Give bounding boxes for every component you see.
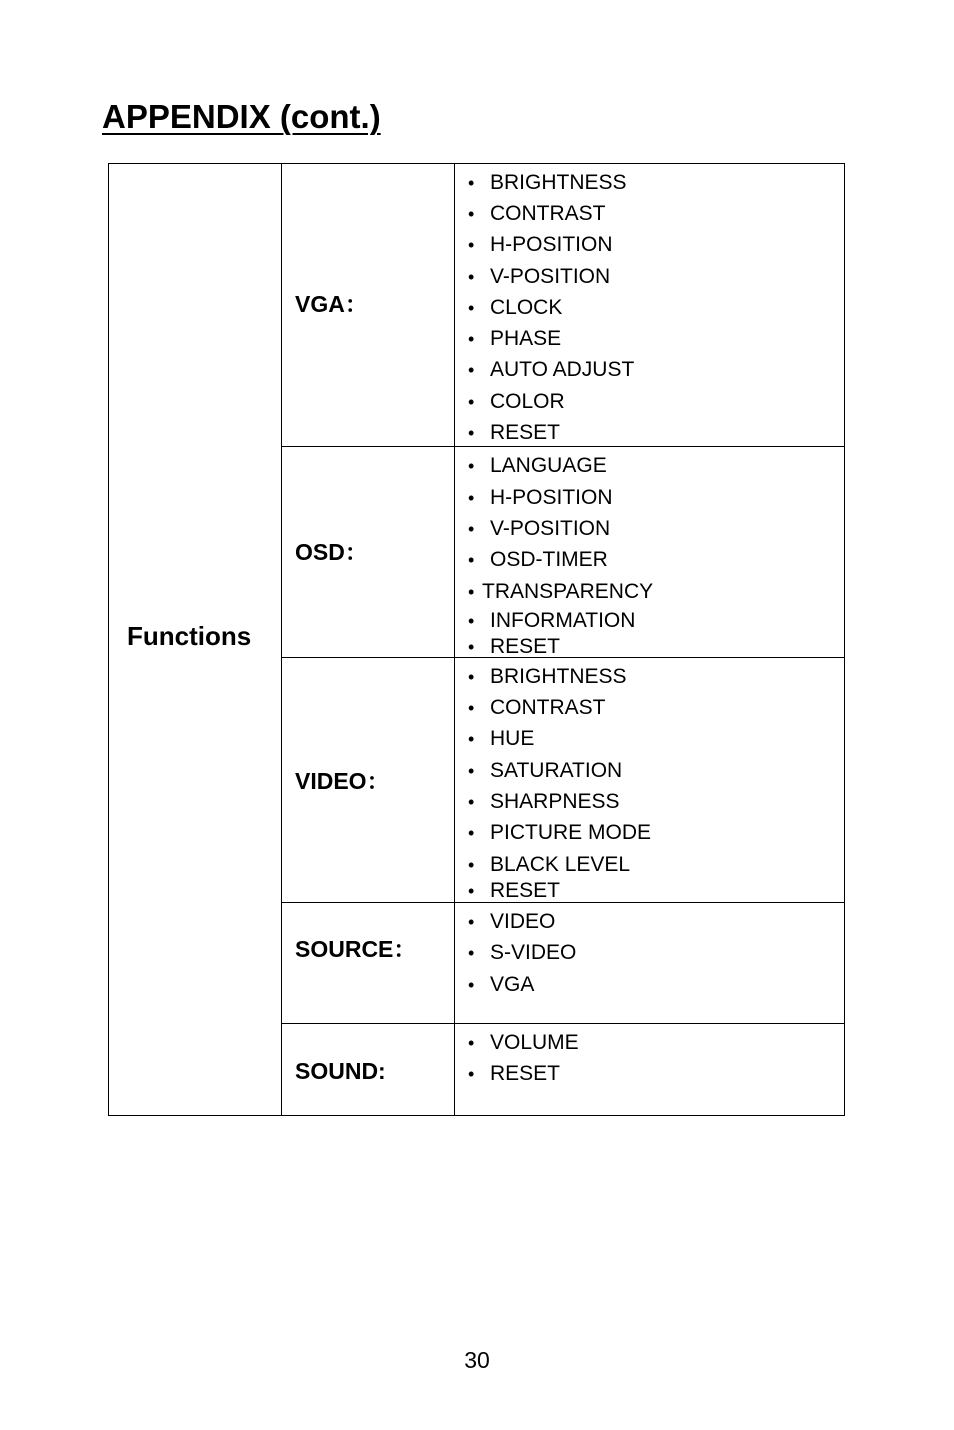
item-text: CONTRAST — [490, 202, 606, 225]
list-item — [468, 880, 560, 901]
group-row-video — [282, 658, 844, 903]
list-item — [468, 455, 607, 476]
group-row-vga — [282, 164, 844, 447]
bullet-icon: • — [468, 729, 475, 749]
bullet-icon: • — [468, 698, 475, 718]
bullet-icon: • — [468, 823, 475, 843]
bullet-icon: • — [468, 488, 475, 508]
list-item — [468, 234, 613, 255]
list-item — [468, 266, 610, 287]
page-number: 30 — [464, 1347, 490, 1373]
bullet-icon: • — [468, 329, 475, 349]
bullet-icon: • — [468, 550, 475, 570]
item-text: H-POSITION — [490, 233, 613, 256]
group-row-osd — [282, 447, 844, 658]
item-text: BLACK LEVEL — [490, 853, 631, 876]
bullet-icon: • — [468, 611, 475, 631]
group-label: OSD： — [295, 539, 368, 565]
list-item — [468, 1063, 560, 1084]
list-item — [468, 359, 634, 380]
item-text: SATURATION — [490, 759, 623, 782]
list-item — [468, 728, 534, 749]
group-label: SOUND: — [295, 1058, 386, 1084]
bullet-icon: • — [468, 761, 475, 781]
bullet-icon: • — [468, 173, 475, 193]
list-item — [468, 328, 561, 349]
group-label-cell — [282, 1024, 455, 1115]
item-text: PICTURE MODE — [490, 821, 652, 844]
list-item — [468, 391, 565, 412]
item-text: SHARPNESS — [490, 790, 620, 813]
bullet-icon: • — [468, 943, 475, 963]
bullet-icon: • — [468, 235, 475, 255]
item-text: S-VIDEO — [490, 941, 577, 964]
item-text: BRIGHTNESS — [490, 171, 627, 194]
group-label-cell — [282, 658, 455, 902]
item-text: AUTO ADJUST — [490, 358, 635, 381]
bullet-icon: • — [468, 267, 475, 287]
category-label: Functions — [127, 621, 252, 651]
bullet-icon: • — [468, 519, 475, 539]
item-text: RESET — [490, 421, 561, 444]
list-item — [468, 760, 622, 781]
bullet-icon: • — [468, 855, 475, 875]
list-item — [468, 697, 606, 718]
bullet-icon: • — [468, 456, 475, 476]
list-item — [468, 610, 635, 631]
bullet-icon: • — [468, 582, 475, 602]
bullet-icon: • — [468, 667, 475, 687]
group-row-sound — [282, 1024, 844, 1115]
list-item — [468, 581, 653, 602]
page-title: APPENDIX (cont.) — [102, 98, 381, 135]
item-text: LANGUAGE — [490, 454, 607, 477]
item-text: PHASE — [490, 327, 562, 350]
bullet-icon: • — [468, 423, 475, 443]
list-item — [468, 791, 620, 812]
list-item — [468, 636, 560, 657]
item-text: TRANSPARENCY — [482, 580, 654, 603]
list-item — [468, 172, 627, 193]
bullet-icon: • — [468, 637, 475, 657]
item-text: VOLUME — [490, 1031, 579, 1054]
item-text: BRIGHTNESS — [490, 665, 627, 688]
item-text: INFORMATION — [490, 609, 636, 632]
item-text: RESET — [490, 1062, 561, 1085]
item-text: VIDEO — [490, 910, 556, 933]
list-item — [468, 1032, 579, 1053]
functions-table — [108, 163, 845, 1116]
item-text: H-POSITION — [490, 486, 613, 509]
item-text: CONTRAST — [490, 696, 606, 719]
list-item — [468, 422, 560, 443]
bullet-icon: • — [468, 881, 475, 901]
list-item — [468, 297, 562, 318]
group-label-cell — [282, 164, 455, 446]
bullet-icon: • — [468, 298, 475, 318]
group-label-cell — [282, 903, 455, 1023]
bullet-icon: • — [468, 1033, 475, 1053]
item-text: OSD-TIMER — [490, 548, 608, 571]
group-row-source — [282, 903, 844, 1024]
bullet-icon: • — [468, 912, 475, 932]
group-label: SOURCE： — [295, 936, 417, 962]
bullet-icon: • — [468, 792, 475, 812]
group-label: VIDEO： — [295, 768, 390, 794]
item-text: RESET — [490, 879, 561, 902]
bullet-icon: • — [468, 1064, 475, 1084]
item-text: HUE — [490, 727, 535, 750]
bullet-icon: • — [468, 204, 475, 224]
bullet-icon: • — [468, 392, 475, 412]
category-cell — [109, 164, 282, 1115]
item-text: RESET — [490, 635, 561, 658]
list-item — [468, 822, 651, 843]
item-text: COLOR — [490, 390, 565, 413]
list-item — [468, 518, 610, 539]
item-text: V-POSITION — [490, 517, 611, 540]
list-item — [468, 549, 608, 570]
list-item — [468, 911, 555, 932]
list-item — [468, 487, 613, 508]
group-label-cell — [282, 447, 455, 657]
item-text: CLOCK — [490, 296, 563, 319]
list-item — [468, 942, 576, 963]
bullet-icon: • — [468, 360, 475, 380]
item-text: VGA — [490, 973, 535, 996]
list-item — [468, 854, 630, 875]
list-item — [468, 974, 534, 995]
list-item — [468, 666, 627, 687]
list-item — [468, 203, 606, 224]
group-label: VGA： — [295, 291, 368, 317]
bullet-icon: • — [468, 975, 475, 995]
item-text: V-POSITION — [490, 265, 611, 288]
